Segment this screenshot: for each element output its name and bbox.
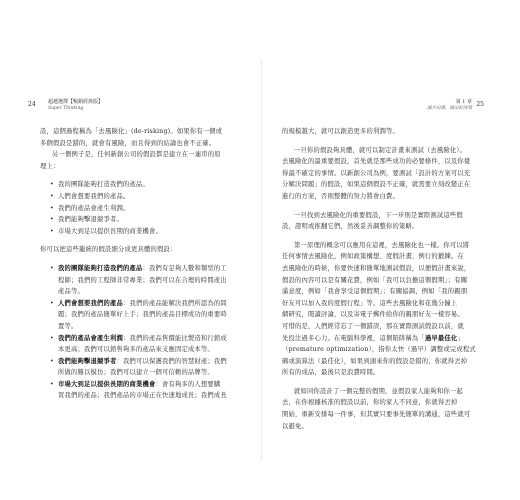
premise-heading: 人們會想要我們的產品 (58, 299, 123, 307)
running-subtitle-left: Super Thinking (48, 106, 84, 111)
body-line: 所有的成品，最後只是浪費時間。 (282, 369, 380, 377)
premise-item: • 我們能夠擊退競爭者。 (52, 214, 252, 226)
premise-item: • 我們的產品會產生利潤。 (52, 203, 252, 215)
premise-heading: 我們能夠擊退競爭者 (58, 357, 117, 365)
body-line: 假設的內容可以是有關花費，例如「我可以負擔這個假期」；有關 (282, 276, 468, 284)
premise-heading: 我的團隊能夠打造我們的產品 (58, 264, 143, 272)
body-line: 先投注過多心力。在電腦科學裡，這個陷阱稱為「過早最佳化」 (282, 334, 464, 342)
page-number-right: 25 (476, 101, 484, 108)
body-line: 去風險化的最重要假設，首先就是那些成功的必要條件，以及你覺 (282, 158, 471, 166)
body-line: （premature optimization），指你太快（過早）調整或完成程式 (282, 346, 476, 354)
detailed-premise-list (40, 263, 252, 402)
term-premature-optimization: 過早最佳化 (424, 334, 458, 342)
body-line: 去，在你根據核准的假設以前，你的家人不同意，你就得丟掉 (282, 399, 458, 407)
premise-item: • 人們會想要我們的產品。 (52, 191, 252, 203)
body-line: 開始，重新安排每一件事，但其實只要事先簡單的溝通，這些就可 (282, 411, 471, 419)
body-line: 碼或演算法（最佳化），如果到頭來你的假設是錯的，你就得丟掉 (282, 357, 468, 365)
premise-heading: 市場大到足以提供長期的商業機會 (58, 380, 156, 388)
body-line: 就如同你設計了一個完整的假期，並假設家人能夠和你一起 (294, 387, 463, 395)
page-number-left: 24 (28, 101, 36, 108)
running-header-right (427, 99, 472, 112)
body-line: 一旦你的假設夠具體，就可以制定計畫來測試（去風險化）。 (294, 146, 467, 154)
premise-item: • 市場大到足以提供長期的商業機會。 (52, 226, 252, 238)
detailed-premise-item: • 市場大到足以提供長期的商業機會：會有夠多的人想要購 買我們的產品；我們產品的市場正在快速地成長；我們成長 (52, 379, 252, 402)
premise-heading: 我們的產品會產生利潤 (58, 334, 123, 342)
body-line: 另一個例子是，任何新創公司的假設都是建立在一連串的原 (52, 151, 221, 159)
body-line: 設，這個過程稱為「去風險化」(de-risking)。如果你有一個或 (40, 128, 223, 135)
right-body-text (282, 126, 494, 432)
body-line: 得最不確定的事情。以新創公司為例，要測試「設計的方案可以充 (282, 169, 471, 177)
body-line: 第一原理的概念可以應用在這裡，去風險化也一樣。你可以將 (294, 241, 470, 249)
detailed-premise-item: • 我的團隊能夠打造我們的產品：我們有足夠人數和類型的工 程師；我們的工程師非常專業；我們可以在合理的時間產出 產品等。 (52, 263, 252, 298)
body-line: 多個假設是錯的，就會有風險，而且得到的結論也會不正確。 (40, 139, 216, 147)
body-line: 一旦找到去風險化的重要假設，下一步則是實際測試這些假 (294, 211, 463, 219)
detailed-premise-item: • 我們的產品會產生利潤：我們的產品售價能比製造和行銷成 本更高；我們可以銷售夠多的產品來支應固定成本等。 (52, 333, 252, 356)
body-line: 進行的方案，否則整體的努力將會白費。 (282, 192, 399, 200)
body-line: 分解決問題」的假設，如果這個假設不正確，就需要立刻改變正在 (282, 181, 471, 189)
premise-list (40, 179, 252, 237)
body-line: 可惜的是，人們經常忘了一個錯誤，那在實際測試假設以前，就 (282, 322, 464, 330)
running-title-left: 超越選擇【暢銷經典版】 (48, 99, 104, 105)
body-line: 以避免。 (282, 422, 308, 430)
body-line: 設，證明或推翻它們，然後妥善調整你的策略。 (282, 223, 419, 231)
body-line: 好友可以加入我的度假行程」等。這些去風險化和花幾分鐘上 (282, 299, 458, 307)
body-line: 滿意度，例如「我會享受這個假期」；有關協調，例如「我的親朋 (282, 288, 468, 296)
body-line: 理上： (40, 162, 60, 170)
left-body-text (40, 126, 252, 402)
premise-item: • 我的團隊能夠打造我們的產品。 (52, 179, 252, 191)
detailed-premise-item: • 人們會想要我們的產品：我們的產品能解決我們所認為的問 題；我們的產品簡單好上手；我們的產品目標成功的重要時 置等。 (52, 298, 252, 333)
body-line: 的規模越大，就可以創造更多的利潤等。 (282, 128, 399, 135)
body-line: 網研究，閱讀評論，以及寄電子郵件給你的親朋好友一樣容易。 (282, 311, 464, 319)
body-line: 你可以把這些籠統的假設細分成更具體的假設： (40, 246, 177, 254)
body-line: 任何事情去風險化，例如政策構想、度假計畫、例行的鍛鍊。在 (282, 253, 464, 261)
running-header-left (48, 99, 103, 112)
right-page (262, 0, 520, 500)
running-title-right: 第 1 章 (455, 99, 472, 105)
body-line: 去風險化的時候，你要快速和簡單地測試假設，以便假計畫來說， (282, 264, 471, 272)
detailed-premise-item: • 我們能夠擊退競爭者：我們可以保護我們的智慧財產；我們 所做的難以模仿；我們可以建立一個可信賴的品牌等。 (52, 356, 252, 379)
running-subtitle-right: 減少出錯，做出好決策 (427, 106, 472, 111)
